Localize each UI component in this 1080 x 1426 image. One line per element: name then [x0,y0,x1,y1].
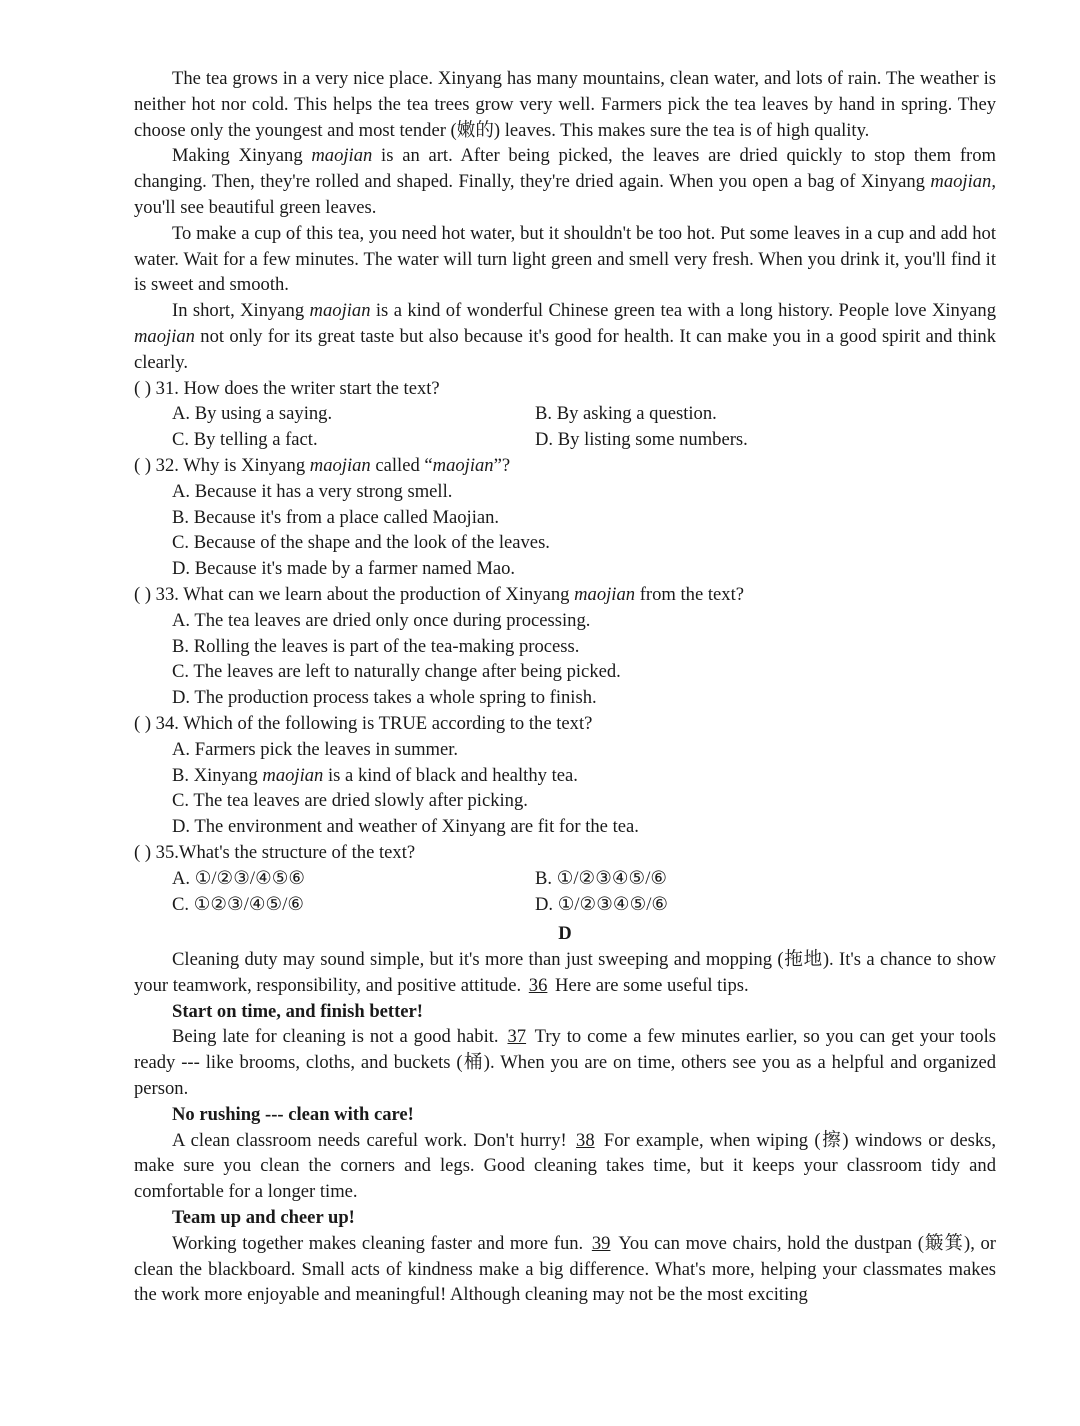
option-a: A. By using a saying. [172,403,333,425]
passage-d-paragraph-3: A clean classroom needs careful work. Don't hurry! 38 For example, when wiping (擦) windows or desks, make sure you clean the corners and legs. Good cleaning takes time, but it keeps your classroom tidy and comfortable for a longer time. [134,1129,997,1203]
passage-c-paragraph-1: The tea grows in a very nice place. Xinyang has many mountains, clean water, and lots of rain. The weather is neither hot nor cold. This helps the tea trees grow very well. Farmers pick the tea leaves by hand in spring. They choose only the youngest and most tender (嫩的) leaves. This makes sure the tea is of high quality. [134,68,996,141]
option-d: D. Because it's made by a farmer named Mao. [172,558,516,580]
tip-heading-3: Team up and cheer up! [172,1207,355,1229]
option-c: C. Because of the shape and the look of the leaves. [172,532,550,554]
blank-38: 38 [576,1129,595,1151]
tip-heading-2: No rushing --- clean with care! [172,1103,414,1125]
option-b: B. ①/②③④⑤/⑥ [535,867,668,889]
option-a: A. The tea leaves are dried only once during processing. [172,609,591,631]
question-34 [134,711,996,840]
question-stem: ( ) 34. Which of the following is TRUE according to the text? [134,712,593,734]
option-b: B. Xinyang maojian is a kind of black and healthy tea. [172,764,578,786]
question-stem: ( ) 32. Why is Xinyang maojian called “maojian”? [134,454,511,476]
option-b: B. Because it's from a place called Maojian. [172,506,500,528]
question-33 [134,582,996,711]
option-c: C. ①②③/④⑤/⑥ [172,893,305,915]
question-stem: ( ) 33. What can we learn about the production of Xinyang maojian from the text? [134,583,744,605]
tip-heading-1: Start on time, and finish better! [172,1000,423,1022]
passage-d-paragraph-2: Being late for cleaning is not a good habit. 37 Try to come a few minutes earlier, so you can get your tools ready --- like brooms, cloths, and buckets (桶). When you are on time, others see you as a helpful and organized person. [134,1026,996,1100]
question-stem: ( ) 31. How does the writer start the text? [134,377,440,399]
passage-c-paragraph-4: In short, Xinyang maojian is a kind of wonderful Chinese green tea with a long history. People love Xinyang maojian not only for its great taste but also because it's good for health. It can make you in a good spirit and think clearly. [134,300,996,373]
option-c: C. By telling a fact. [172,429,318,451]
section-label: D [558,923,572,945]
passage-d-paragraph-4: Working together makes cleaning faster and more fun. 39 You can move chairs, hold the dustpan (簸箕), or clean the blackboard. Small acts of kindness make a big difference. What's more, helping your classmates makes the work more enjoyable and meaningful! Although cleaning may not be the most exciting [134,1232,996,1306]
blank-39: 39 [591,1232,611,1254]
option-d: D. By listing some numbers. [535,429,748,451]
question-35 [134,840,996,917]
blank-36: 36 [528,974,548,996]
option-c: C. The tea leaves are dried slowly after picking. [172,790,528,812]
option-b: B. Rolling the leaves is part of the tea-making process. [172,635,580,657]
passage-c-paragraph-2: Making Xinyang maojian is an art. After being picked, the leaves are dried quickly to stop them from changing. Then, they're rolled and shaped. Finally, they're dried again. When you open a bag of Xinyang maojian, you'll see beautiful green leaves. [134,145,996,218]
option-d: D. ①/②③④⑤/⑥ [535,893,669,915]
option-a: A. ①/②③/④⑤⑥ [172,867,306,889]
option-a: A. Farmers pick the leaves in summer. [172,738,459,760]
option-d: D. The production process takes a whole spring to finish. [172,687,597,709]
question-32 [134,453,996,582]
question-stem: ( ) 35.What's the structure of the text? [134,841,416,863]
option-d: D. The environment and weather of Xinyang are fit for the tea. [172,816,639,838]
blank-37: 37 [507,1026,527,1048]
question-31 [134,376,996,453]
option-b: B. By asking a question. [535,403,717,425]
option-a: A. Because it has a very strong smell. [172,480,453,502]
passage-c-paragraph-3: To make a cup of this tea, you need hot water, but it shouldn't be too hot. Put some leaves in a cup and add hot water. Wait for a few minutes. The water will turn light green and smell very fresh. When you drink it, you'll find it is sweet and smooth. [134,222,996,296]
option-c: C. The leaves are left to naturally change after being picked. [172,661,621,683]
passage-d-paragraph-1: Cleaning duty may sound simple, but it's more than just sweeping and mopping (拖地). It's a chance to show your teamwork, responsibility, and positive attitude. 36 Here are some useful tips. [134,949,996,996]
